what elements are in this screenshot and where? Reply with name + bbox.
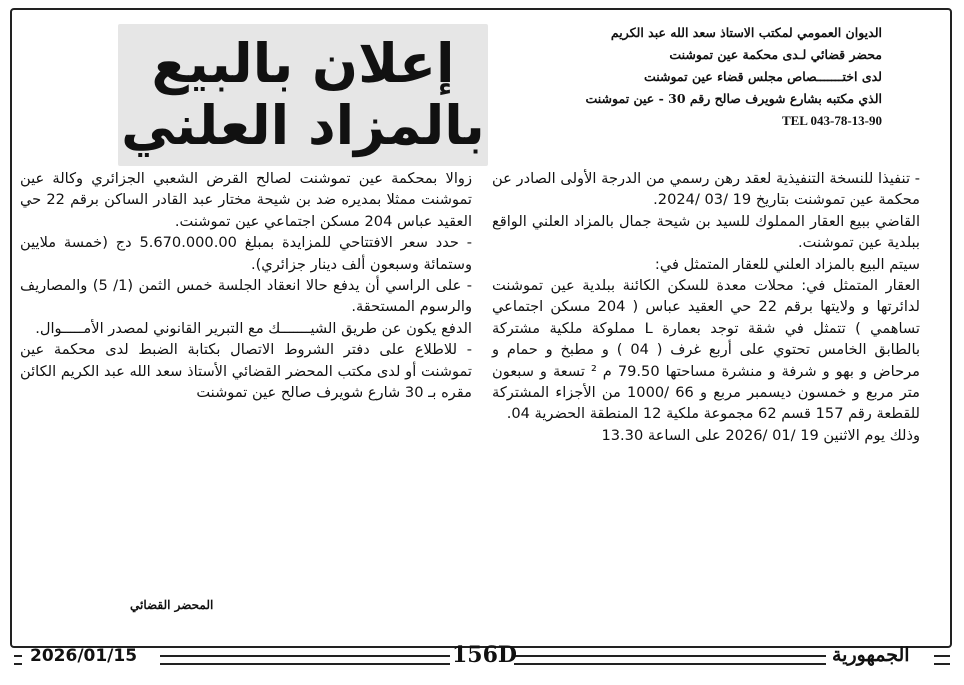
announcement-title-line-2: بالمزاد العلني bbox=[121, 94, 485, 157]
office-line-3: لدى اختـــــــصاص مجلس قضاء عين تموشنت bbox=[643, 69, 882, 84]
footer-date: 2026/01/15 bbox=[30, 646, 138, 666]
footer-rule bbox=[934, 655, 950, 665]
announcement-title-box bbox=[118, 24, 488, 166]
newspaper-logo: الجمهورية bbox=[832, 644, 910, 666]
paragraph-court-parties: زوالا بمحكمة عين تموشنت لصالح القرض الشعبي الجزائري وكالة عين تموشنت ممثلا بمديره ضد بن شيحة مختار عبد القادر الساكن برقم 22 حي العقيد عباس 204 مسكن اجتماعي عين تموشنت. bbox=[20, 170, 472, 230]
left-text-column bbox=[20, 168, 472, 403]
footer-ad-code: 156D bbox=[452, 642, 518, 668]
right-text-column bbox=[492, 168, 920, 446]
office-line-1: الديوان العمومي لمكتب الاستاذ سعد الله عبد الكريم bbox=[610, 25, 882, 40]
paragraph-deposit: - على الراسي أن يدفع حالا انعقاد الجلسة خمس الثمن (1/ 5) والمصاريف والرسوم المستحقة. bbox=[20, 277, 472, 316]
paragraph-sale-intro: سيتم البيع بالمزاد العلني للعقار المتمثل في: bbox=[654, 255, 920, 273]
paragraph-execution: - تنفيذا للنسخة التنفيذية لعقد رهن رسمي من الدرجة الأولى الصادر عن محكمة عين تموشنت بتاريخ 19 /03 /2024. bbox=[492, 170, 920, 209]
announcement-title-line-1: إعلان بالبيع bbox=[151, 32, 455, 95]
office-line-4: الذي مكتبه بشارع شويرف صالح رقم 30 - عين تموشنت bbox=[585, 91, 882, 106]
paragraph-property-description: العقار المتمثل في: محلات معدة للسكن الكائنة ببلدية عين تموشنت لدائرتها و ولايتها برقم 22 حي العقيد عباس ( 204 مسكن اجتماعي تساهمي ) تتمثل في شقة توجد بعمارة L مملوكة ملكية مشتركة بالطابق الخامس تحتوي على أربع غرف ( 04 ) و مطبخ و حمام و مرحاض و بهو و شرفة و منشرة مساحتها 79.50 م ² تسعة و سبعون متر مربع و خمسون ديسمبر مربع و 66 /1000 من الأجزاء المشتركة للقطعة رقم 157 قسم 62 مجموعة ملكية 12 المنطقة الحضرية 04. bbox=[492, 277, 921, 423]
bailiff-signature: المحضر القضائي bbox=[130, 598, 214, 612]
paragraph-contact: - للاطلاع على دفتر الشروط الاتصال بكتابة الضبط لدى محكمة عين تموشنت أو لدى مكتب المحضر القضائي الأستاذ سعد الله عبد الكريم الكائن مقره بـ 30 شارع شويرف صالح عين تموشنت bbox=[20, 341, 472, 402]
paragraph-auction-date: وذلك يوم الاثنين 19 /01 /2026 على الساعة 13.30 bbox=[601, 426, 920, 444]
office-header bbox=[552, 22, 882, 132]
paragraph-payment: الدفع يكون عن طريق الشيـــــــك مع التبرير القانوني لمصدر الأمـــــوال. bbox=[35, 319, 472, 337]
office-telephone: TEL 043-78-13-90 bbox=[781, 113, 882, 128]
footer-rule bbox=[160, 655, 450, 665]
paragraph-sale-order: القاضي ببيع العقار المملوك للسيد بن شيحة جمال بالمزاد العلني الواقع ببلدية عين تموشنت. bbox=[492, 212, 920, 252]
footer-rule bbox=[14, 655, 22, 665]
footer-rule bbox=[514, 655, 826, 665]
office-line-2: محضر قضائي لـدى محكمة عين تموشنت bbox=[669, 47, 882, 62]
paragraph-opening-price: - حدد سعر الافتتاحي للمزايدة بمبلغ 5.670.000.00 دج (خمسة ملايين وستمائة وسبعون ألف دينار جزائري). bbox=[20, 234, 472, 273]
